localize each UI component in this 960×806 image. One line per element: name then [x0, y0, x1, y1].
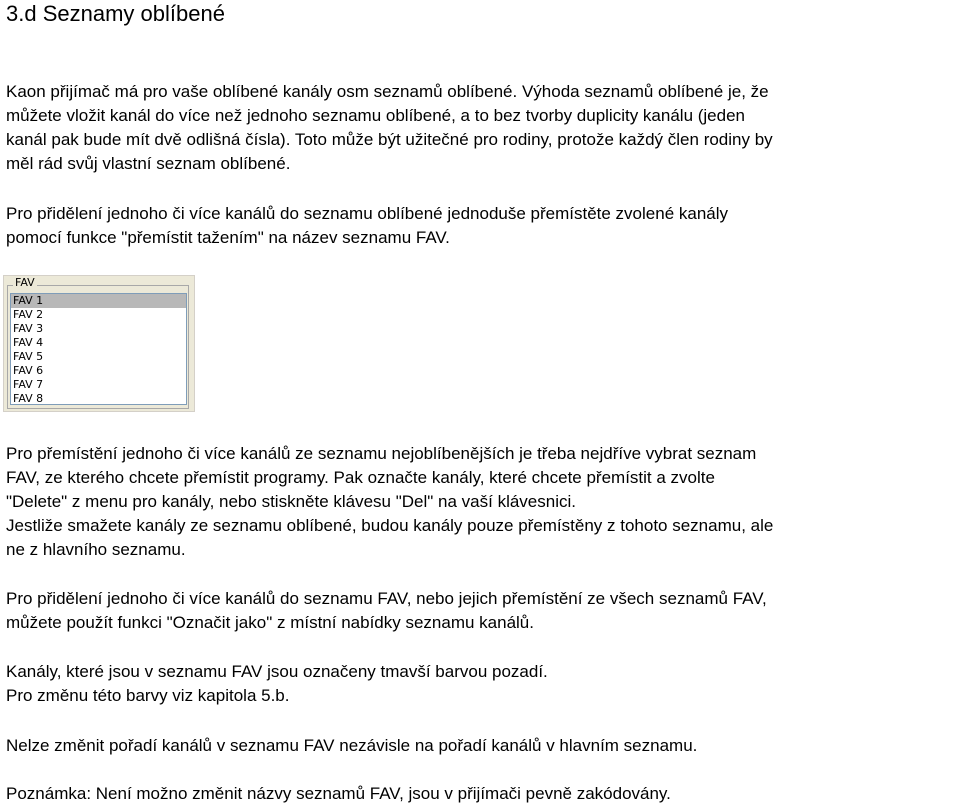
- fav-list-item-6[interactable]: FAV 6: [13, 364, 44, 377]
- paragraph-assign: [6, 202, 960, 250]
- fav-list-item-1[interactable]: FAV 1: [11, 294, 186, 308]
- text-line: kanál pak bude mít dvě odlišná čísla). Toto může být užitečné pro rodiny, protože každý člen rodiny by: [6, 130, 773, 149]
- paragraph-note: [6, 782, 960, 806]
- text-line: můžete vložit kanál do více než jednoho seznamu oblíbené, a to bez tvorby duplicity kanálu (jeden: [6, 106, 746, 125]
- fav-list-item-4[interactable]: FAV 4: [13, 336, 44, 349]
- fav-list-item-2[interactable]: FAV 2: [13, 308, 44, 321]
- text-line: Jestliže smažete kanály ze seznamu oblíbené, budou kanály pouze přemístěny z tohoto seznamu, ale: [6, 516, 774, 535]
- paragraph-order: [6, 734, 960, 758]
- text-line: ne z hlavního seznamu.: [6, 540, 186, 559]
- text-line: "Delete" z menu pro kanály, nebo stiskněte klávesu "Del" na vaší klávesnici.: [6, 492, 576, 511]
- text-line: můžete použít funkci "Označit jako" z místní nabídky seznamu kanálů.: [6, 613, 534, 632]
- paragraph-remove: [6, 442, 960, 562]
- fav-group-caption: FAV: [15, 276, 35, 289]
- fav-listbox[interactable]: [10, 293, 187, 405]
- text-line: pomocí funkce "přemístit tažením" na název seznamu FAV.: [6, 228, 450, 247]
- text-line: měl rád svůj vlastní seznam oblíbené.: [6, 154, 291, 173]
- fav-list-item-7[interactable]: FAV 7: [13, 378, 44, 391]
- text-line: Pro změnu této barvy viz kapitola 5.b.: [6, 686, 290, 705]
- fav-list-item-5[interactable]: FAV 5: [13, 350, 44, 363]
- text-line: Kaon přijímač má pro vaše oblíbené kanály osm seznamů oblíbené. Výhoda seznamů oblíbené je, že: [6, 82, 769, 101]
- text-line: Nelze změnit pořadí kanálů v seznamu FAV nezávisle na pořadí kanálů v hlavním seznamu.: [6, 736, 698, 755]
- fav-list-item-8[interactable]: FAV 8: [13, 392, 44, 405]
- fav-list-item-3[interactable]: FAV 3: [13, 322, 44, 335]
- text-line: Kanály, které jsou v seznamu FAV jsou označeny tmavší barvou pozadí.: [6, 662, 548, 681]
- text-line: Poznámka: Není možno změnit názvy seznamů FAV, jsou v přijímači pevně zakódovány.: [6, 784, 671, 803]
- fav-list-panel: [3, 275, 195, 412]
- text-line: FAV, ze kterého chcete přemístit programy. Pak označte kanály, které chcete přemístit a zvolte: [6, 468, 715, 487]
- text-line: Pro přidělení jednoho či více kanálů do seznamu oblíbené jednoduše přemístěte zvolené kanály: [6, 204, 729, 223]
- paragraph-mark-as: [6, 587, 960, 635]
- text-line: Pro přidělení jednoho či více kanálů do seznamu FAV, nebo jejich přemístění ze všech seznamů FAV,: [6, 589, 767, 608]
- paragraph-color: [6, 660, 960, 708]
- text-line: Pro přemístění jednoho či více kanálů ze seznamu nejoblíbenějších je třeba nejdříve vybrat seznam: [6, 444, 757, 463]
- section-heading: 3.d Seznamy oblíbené: [6, 1, 225, 26]
- paragraph-intro: [6, 80, 960, 176]
